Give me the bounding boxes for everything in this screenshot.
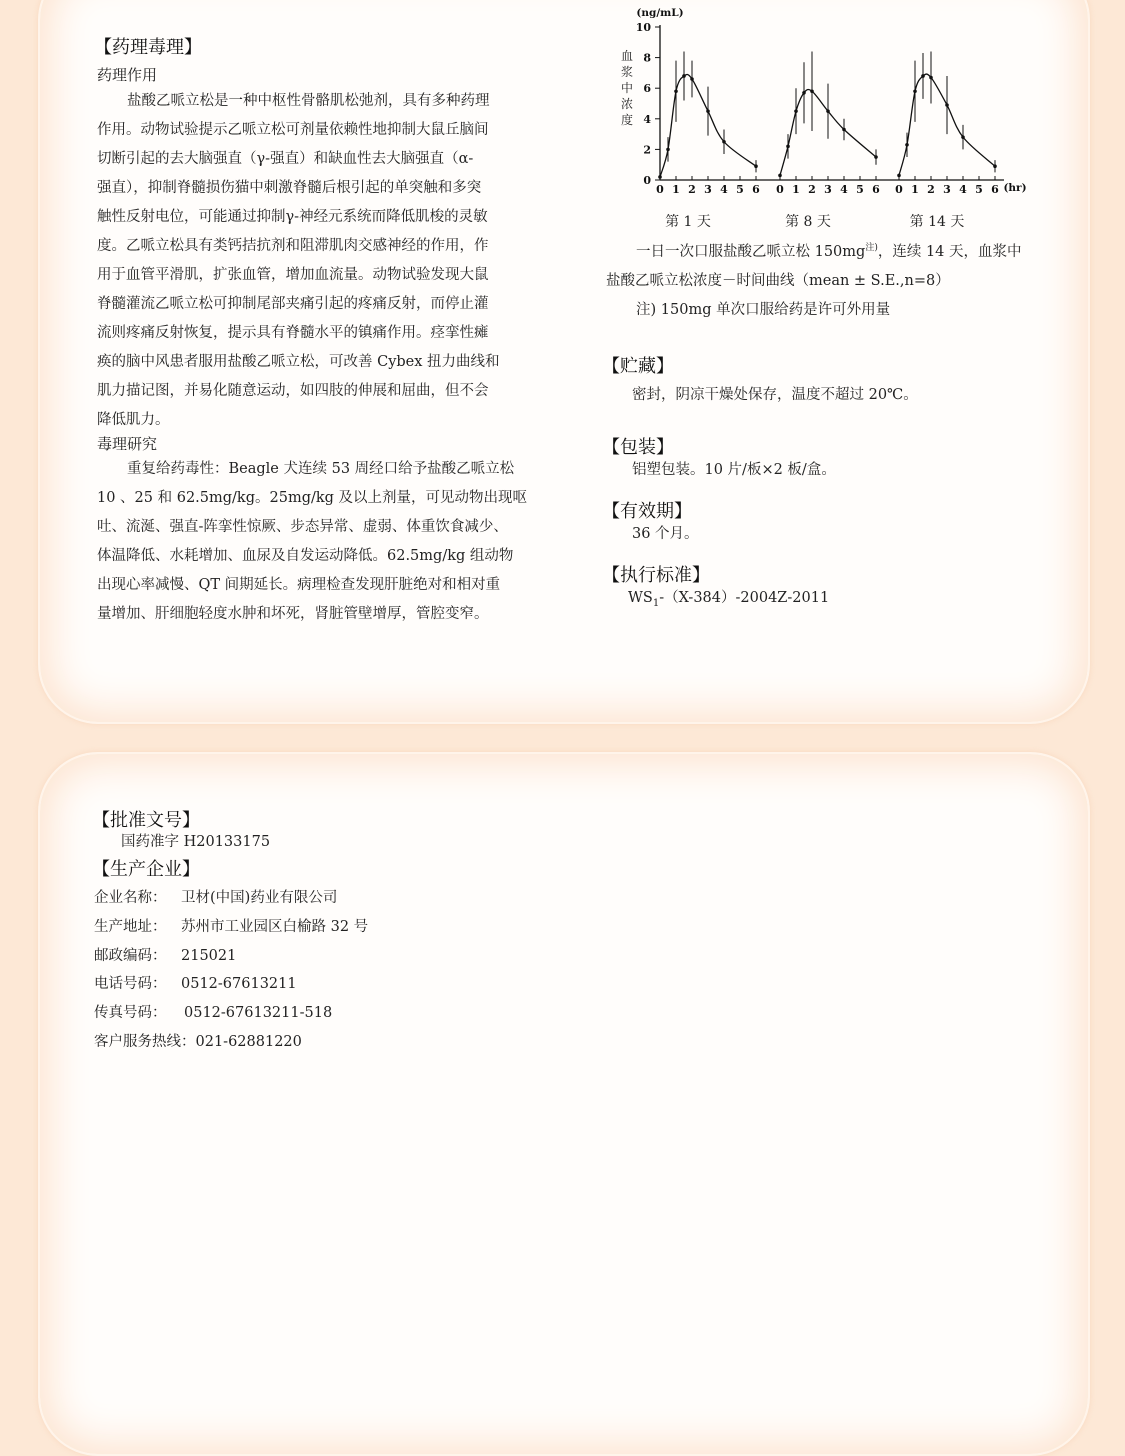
toxicity-line: 10 、25 和 62.5mg/kg。25mg/kg 及以上剂量，可见动物出现呕 xyxy=(97,490,528,506)
hotline-value: 021-62881220 xyxy=(195,1034,302,1050)
package-text: 铝塑包装。10 片/板×2 板/盒。 xyxy=(632,462,836,478)
data-point xyxy=(658,175,662,179)
standard-code-a: WS xyxy=(628,590,653,606)
x-tick-label: 1 xyxy=(672,183,680,196)
data-point xyxy=(874,155,878,159)
data-point xyxy=(786,145,790,149)
manufacturer-hotline xyxy=(94,1030,302,1051)
data-point xyxy=(826,109,830,113)
action-line: 度。乙哌立松具有类钙拮抗剂和阻滞肌肉交感神经的作用，作 xyxy=(97,238,489,254)
manufacturer-row xyxy=(94,944,236,965)
manufacturer-row xyxy=(94,915,368,936)
action-line: 流则疼痛反射恢复，提示具有脊髓水平的镇痛作用。痉挛性瘫 xyxy=(97,325,489,341)
y-axis-label-char: 血 xyxy=(620,49,634,63)
manufacturer-title: 【生产企业】 xyxy=(92,859,200,880)
data-point xyxy=(945,103,949,107)
row-value: 卫材(中国)药业有限公司 xyxy=(181,890,338,906)
y-axis-label-char: 浆 xyxy=(620,65,634,79)
y-tick-label: 4 xyxy=(643,112,651,126)
x-tick-label: 4 xyxy=(840,183,848,196)
caption-text-b: ，连续 14 天，血浆中 xyxy=(877,244,1022,260)
data-point xyxy=(842,128,846,132)
data-point xyxy=(666,148,670,152)
toxicity-line: 量增加、肝细胞轻度水肿和坏死，肾脏管壁增厚，管腔变窄。 xyxy=(97,606,489,622)
caption-note-mark: 注) xyxy=(865,243,878,254)
data-point xyxy=(722,140,726,144)
standard-code-b: -（X-384）-2004Z-2011 xyxy=(659,590,830,606)
toxicity-line: 吐、流涎、强直-阵挛性惊厥、步态异常、虚弱、体重饮食减少、 xyxy=(97,519,508,535)
action-line: 触性反射电位，可能通过抑制γ-神经元系统而降低肌梭的灵敏 xyxy=(97,209,488,225)
panel-label: 第 1 天 xyxy=(665,214,711,230)
standard-title: 【执行标准】 xyxy=(602,565,710,586)
y-tick-label: 0 xyxy=(643,174,651,187)
row-label: 电话号码： xyxy=(94,976,167,992)
approval-title: 【批准文号】 xyxy=(92,810,200,831)
panel-label: 第 8 天 xyxy=(785,214,831,230)
chart-note: 注) 150mg 单次口服给药是许可外用量 xyxy=(636,302,891,318)
toxicity-line: 重复给药毒性：Beagle 犬连续 53 周经口给予盐酸乙哌立松 xyxy=(127,461,515,477)
validity-text: 36 个月。 xyxy=(632,526,699,542)
pharmacology-action-text xyxy=(97,87,537,435)
standard-text xyxy=(628,586,829,609)
y-axis-label-char: 浓 xyxy=(620,97,634,111)
y-tick-label: 6 xyxy=(643,82,651,96)
row-label: 企业名称： xyxy=(94,890,167,906)
x-tick-label: 0 xyxy=(656,183,664,196)
panel-label: 第 14 天 xyxy=(909,214,965,230)
toxicity-line: 体温降低、水耗增加、血尿及自发运动降低。62.5mg/kg 组动物 xyxy=(97,548,514,564)
x-tick-label: 3 xyxy=(943,183,951,196)
data-point xyxy=(682,74,686,78)
data-point xyxy=(897,174,901,178)
y-axis-label-char: 中 xyxy=(620,81,634,95)
package-title: 【包装】 xyxy=(602,437,674,458)
x-tick-label: 0 xyxy=(895,183,903,196)
row-value: 0512-67613211-518 xyxy=(184,1005,333,1021)
x-tick-label: 6 xyxy=(991,183,999,196)
action-line: 降低肌力。 xyxy=(97,412,170,428)
toxicity-line: 出现心率减慢、QT 间期延长。病理检查发现肝脏绝对和相对重 xyxy=(97,577,501,593)
data-point xyxy=(690,77,694,81)
x-tick-label: 0 xyxy=(776,183,784,196)
data-point xyxy=(778,174,782,178)
pk-concentration-chart xyxy=(600,0,1050,232)
data-point xyxy=(913,89,917,93)
data-point xyxy=(754,164,758,168)
chart-caption-line1 xyxy=(636,240,1022,261)
data-point xyxy=(961,135,965,139)
storage-text: 密封，阴凉干燥处保存，温度不超过 20℃。 xyxy=(632,387,918,403)
row-label: 邮政编码： xyxy=(94,948,167,964)
x-tick-label: 1 xyxy=(792,183,800,196)
action-line: 盐酸乙哌立松是一种中枢性骨骼肌松弛剂，具有多种药理 xyxy=(127,93,490,109)
x-unit-label: (hr) xyxy=(1003,182,1027,194)
action-line: 作用。动物试验提示乙哌立松可剂量依赖性地抑制大鼠丘脑间 xyxy=(97,122,489,138)
row-label: 传真号码： xyxy=(94,1005,167,1021)
x-tick-label: 1 xyxy=(911,183,919,196)
x-tick-label: 4 xyxy=(720,183,728,196)
action-line: 肌力描记图，并易化随意运动，如四肢的伸展和屈曲，但不会 xyxy=(97,383,489,399)
data-point xyxy=(905,143,909,147)
manufacturer-row xyxy=(94,972,297,993)
manufacturer-row xyxy=(94,1001,332,1022)
y-axis-label-char: 度 xyxy=(620,113,634,127)
data-point xyxy=(810,89,814,93)
y-tick-label: 2 xyxy=(643,143,651,157)
pharmacology-title: 【药理毒理】 xyxy=(94,37,202,58)
x-tick-label: 6 xyxy=(752,183,760,196)
row-value: 215021 xyxy=(181,948,237,964)
data-point xyxy=(794,109,798,113)
action-line: 脊髓灌流乙哌立松可抑制尾部夹痛引起的疼痛反射，而停止灌 xyxy=(97,296,489,312)
row-value: 苏州市工业园区白榆路 32 号 xyxy=(181,919,369,935)
standard-code-sub: 1 xyxy=(652,597,660,609)
pharmacology-toxicity-text xyxy=(97,455,537,629)
chart-caption-line2: 盐酸乙哌立松浓度－时间曲线（mean ± S.E.,n=8） xyxy=(606,273,950,289)
validity-title: 【有效期】 xyxy=(602,501,692,522)
action-line: 用于血管平滑肌，扩张血管，增加血流量。动物试验发现大鼠 xyxy=(97,267,489,283)
data-point xyxy=(674,89,678,93)
x-tick-label: 5 xyxy=(736,183,744,196)
x-tick-label: 2 xyxy=(688,183,696,196)
y-tick-label: 8 xyxy=(643,51,651,65)
x-tick-label: 2 xyxy=(927,183,935,196)
row-value: 0512-67613211 xyxy=(181,976,297,992)
hotline-label: 客户服务热线： xyxy=(94,1034,196,1050)
x-tick-label: 5 xyxy=(975,183,983,196)
data-point xyxy=(921,74,925,78)
y-unit-label: (ng/mL) xyxy=(636,7,684,19)
x-tick-label: 5 xyxy=(856,183,864,196)
row-label: 生产地址： xyxy=(94,919,167,935)
caption-text-a: 一日一次口服盐酸乙哌立松 150mg xyxy=(636,244,866,260)
action-line: 强直），抑制脊髓损伤猫中刺激脊髓后根引起的单突触和多突 xyxy=(97,180,482,196)
data-point xyxy=(993,164,997,168)
action-line: 痪的脑中风患者服用盐酸乙哌立松，可改善 Cybex 扭力曲线和 xyxy=(97,354,500,370)
pharmacology-toxicity-title: 毒理研究 xyxy=(97,435,158,453)
data-point xyxy=(929,76,933,80)
manufacturer-row xyxy=(94,886,337,907)
approval-number: 国药准字 H20133175 xyxy=(121,834,271,850)
data-point xyxy=(802,91,806,95)
action-line: 切断引起的去大脑强直（γ-强直）和缺血性去大脑强直（α- xyxy=(97,151,474,167)
x-tick-label: 6 xyxy=(872,183,880,196)
x-tick-label: 3 xyxy=(824,183,832,196)
storage-title: 【贮藏】 xyxy=(602,356,674,377)
x-tick-label: 2 xyxy=(808,183,816,196)
x-tick-label: 3 xyxy=(704,183,712,196)
x-tick-label: 4 xyxy=(959,183,967,196)
y-tick-label: 10 xyxy=(635,21,651,34)
pharmacology-action-title: 药理作用 xyxy=(97,66,158,84)
data-point xyxy=(706,109,710,113)
